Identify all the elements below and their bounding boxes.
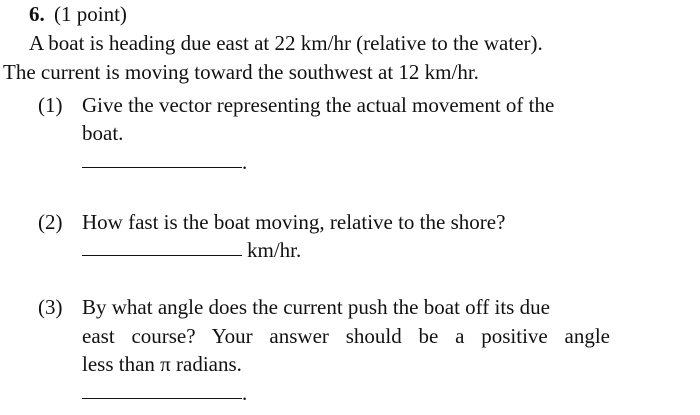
- part-3-answer-blank[interactable]: [82, 398, 242, 399]
- part-3-number: (3): [38, 295, 63, 319]
- part-1-answer-suffix: .: [242, 150, 248, 174]
- part-1-question-line-1: Give the vector representing the actual movement of the: [82, 93, 555, 117]
- part-3-question-line-2: east course? Your answer should be a positive angle: [82, 324, 610, 348]
- part-2-number: (2): [38, 210, 63, 234]
- part-2-question-line-1: How fast is the boat moving, relative to the shore?: [82, 210, 506, 234]
- part-1-number: (1): [38, 93, 63, 117]
- part-3-question-line-1: By what angle does the current push the boat off its due: [82, 295, 550, 319]
- part-2-answer-suffix: km/hr.: [247, 238, 302, 262]
- part-1-answer-blank[interactable]: [82, 167, 242, 168]
- part-2-answer-blank[interactable]: [82, 255, 242, 256]
- intro-line-2: The current is moving toward the southwest at 12 km/hr.: [3, 60, 479, 84]
- part-3-question-line-3: less than π radians.: [82, 352, 242, 376]
- problem-points: (1 point): [54, 2, 127, 26]
- part-3-answer-suffix: .: [242, 381, 248, 405]
- part-1-question-line-2: boat.: [82, 121, 124, 145]
- intro-line-1: A boat is heading due east at 22 km/hr (relative to the water).: [29, 31, 543, 55]
- problem-number: 6.: [29, 2, 45, 26]
